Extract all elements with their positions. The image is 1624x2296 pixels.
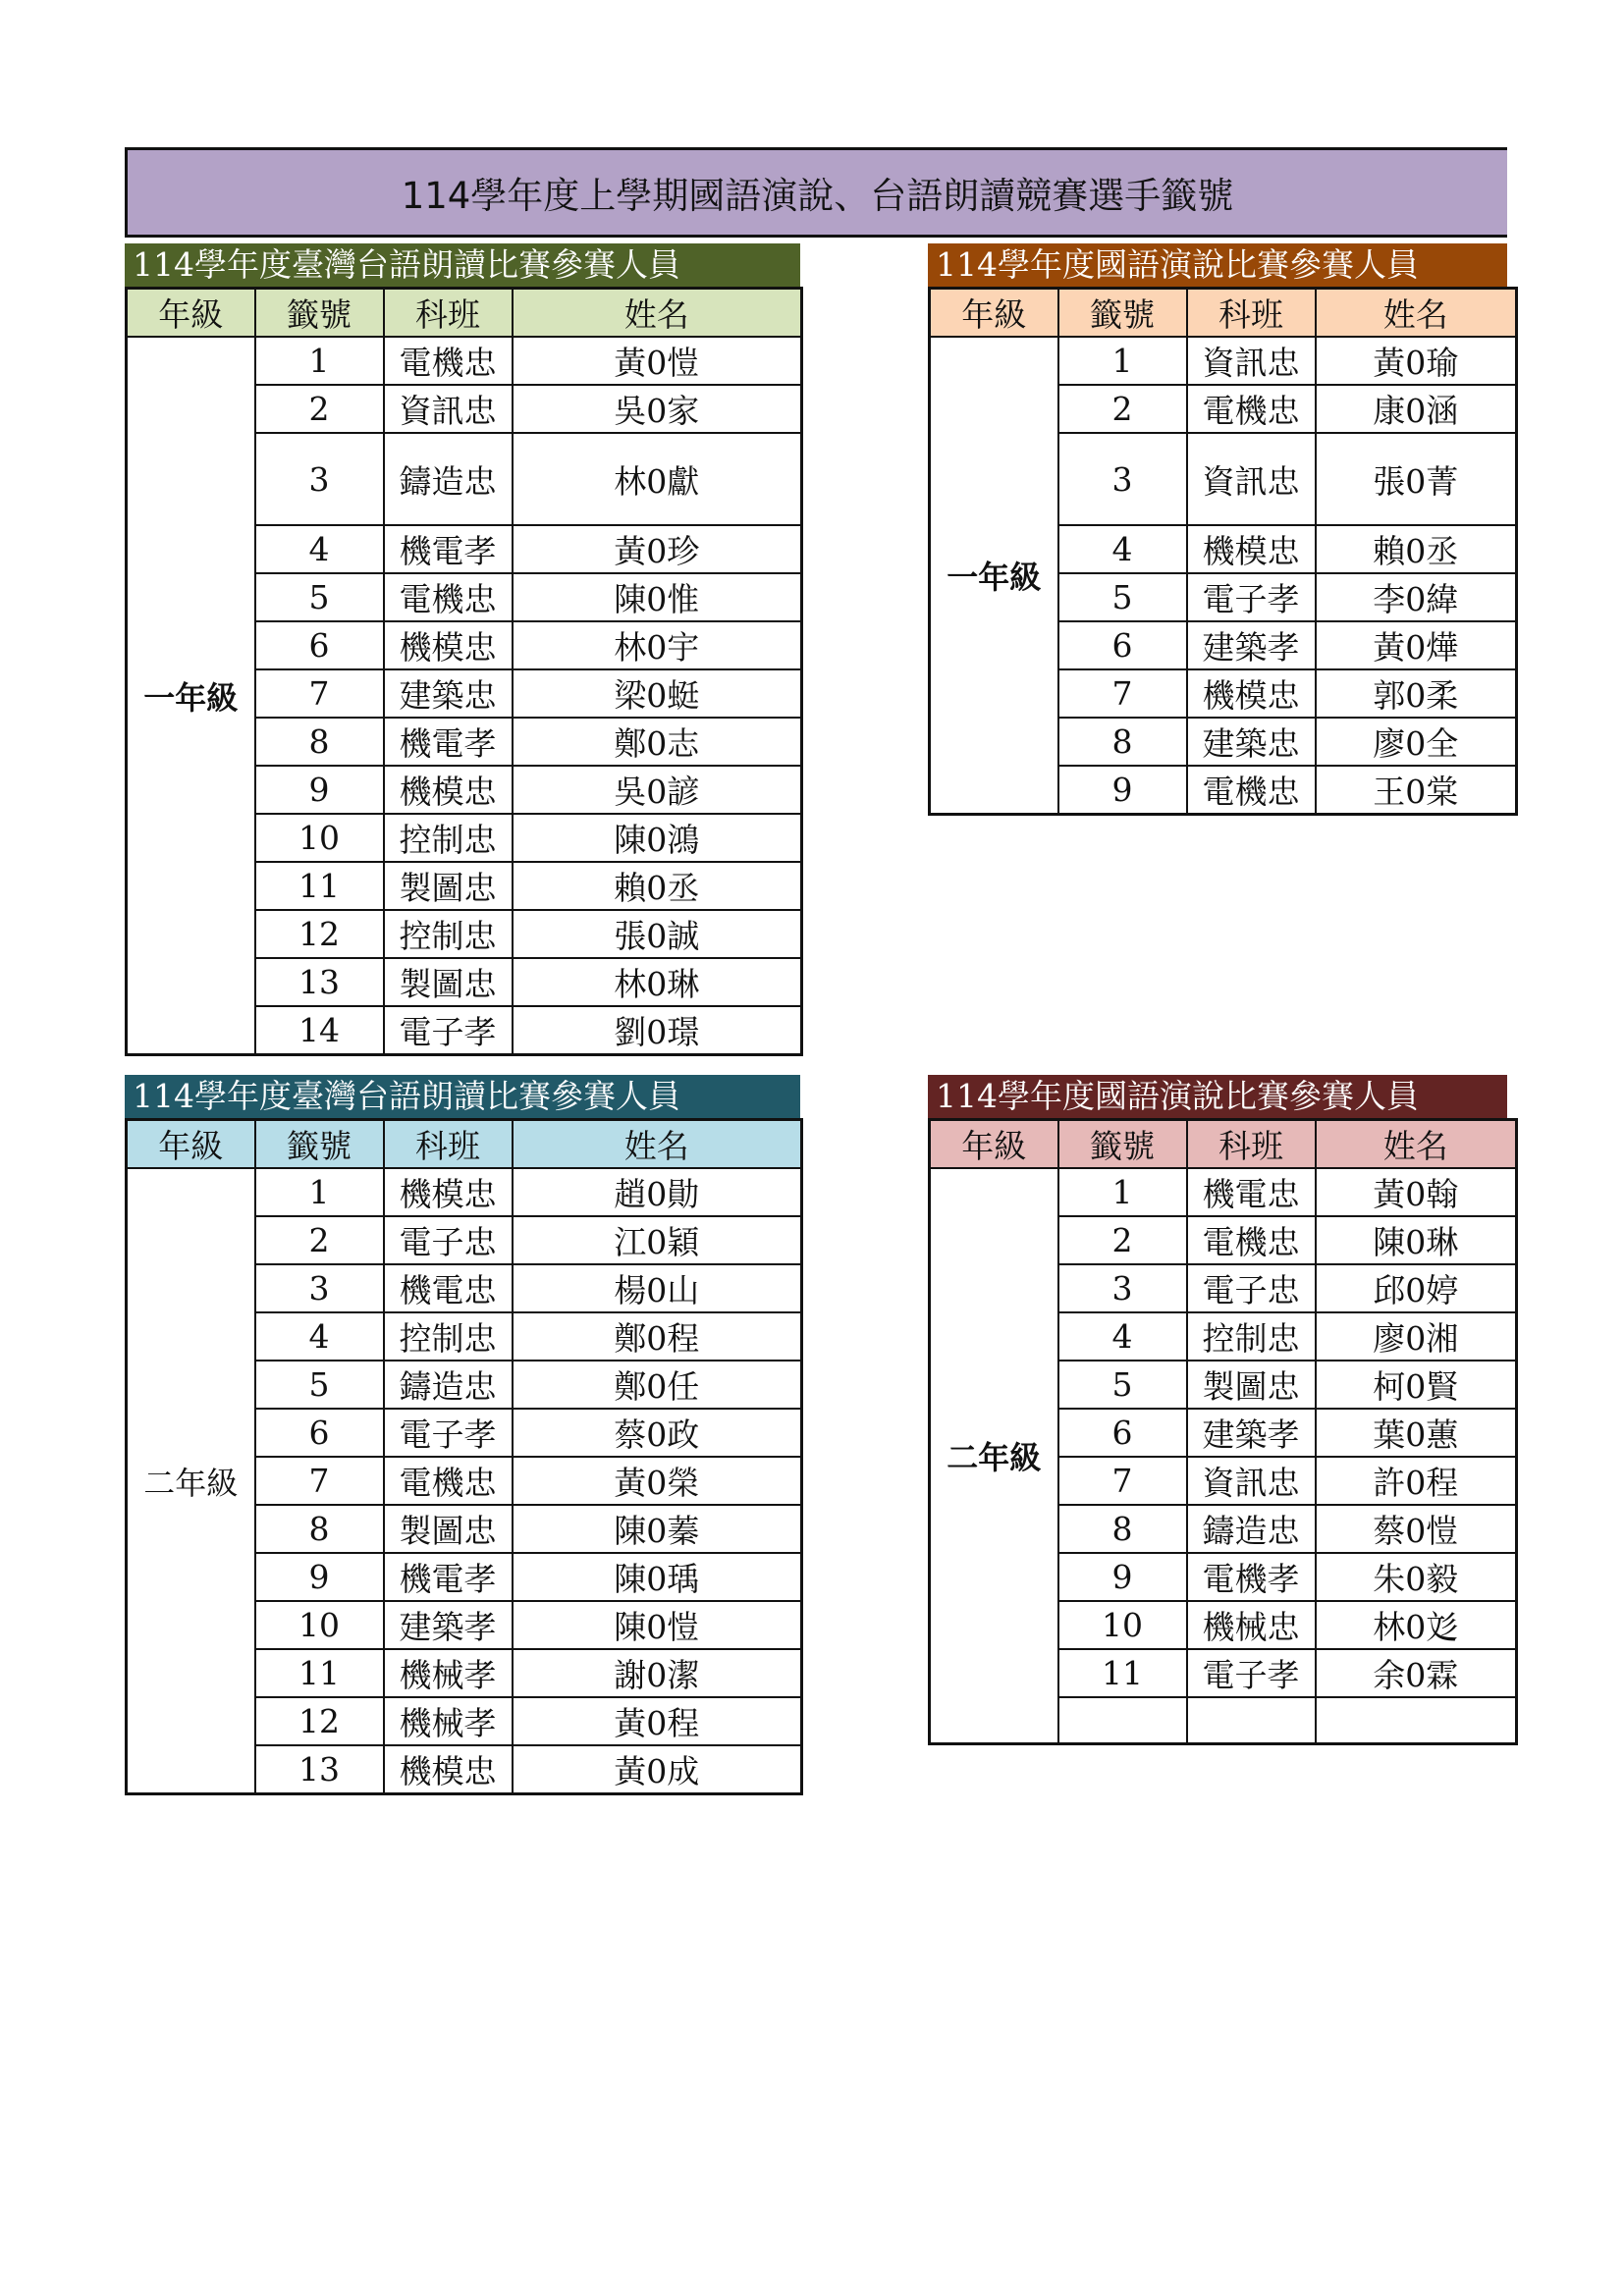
name-cell: 黃0愷: [513, 337, 802, 385]
col-number: 籤號: [255, 289, 384, 338]
number-cell: 9: [1058, 1553, 1187, 1601]
name-cell: 廖0全: [1316, 718, 1517, 766]
class-cell: 機模忠: [384, 1168, 513, 1216]
number-cell: 9: [255, 1553, 384, 1601]
number-cell: 7: [255, 669, 384, 718]
class-cell: 控制忠: [384, 1312, 513, 1361]
name-cell: 謝0潔: [513, 1649, 802, 1697]
number-cell: 2: [255, 1216, 384, 1264]
name-cell: 郭0柔: [1316, 669, 1517, 718]
class-cell: 機電忠: [1187, 1168, 1316, 1216]
class-cell: 電子孝: [384, 1006, 513, 1055]
number-cell: [1058, 1697, 1187, 1743]
mandarin-speech-grade2-block: [928, 1075, 1507, 1745]
name-cell: 蔡0愷: [1316, 1505, 1517, 1553]
name-cell: 江0穎: [513, 1216, 802, 1264]
name-cell: 余0霖: [1316, 1649, 1517, 1697]
number-cell: 2: [1058, 1216, 1187, 1264]
class-cell: 電機忠: [384, 1457, 513, 1505]
class-cell: 電子忠: [384, 1216, 513, 1264]
class-cell: 資訊忠: [1187, 433, 1316, 525]
class-cell: 建築忠: [384, 669, 513, 718]
col-grade: 年級: [127, 289, 255, 338]
number-cell: 2: [255, 385, 384, 433]
number-cell: 1: [255, 1168, 384, 1216]
col-class: 科班: [384, 289, 513, 338]
class-cell: 機電孝: [384, 718, 513, 766]
mandarin-speech-grade1-block: [928, 243, 1507, 816]
name-cell: 黃0榮: [513, 1457, 802, 1505]
name-cell: 黃0瑜: [1316, 337, 1517, 385]
name-cell: 陳0瑀: [513, 1553, 802, 1601]
number-cell: 4: [255, 525, 384, 573]
class-cell: 機械忠: [1187, 1601, 1316, 1649]
col-class: 科班: [1187, 289, 1316, 338]
roster-table: [928, 287, 1518, 816]
table-heading: 114學年度臺灣台語朗讀比賽參賽人員: [125, 243, 800, 287]
number-cell: 11: [255, 862, 384, 910]
number-cell: 3: [1058, 433, 1187, 525]
class-cell: 機模忠: [1187, 525, 1316, 573]
class-cell: 鑄造忠: [384, 1361, 513, 1409]
class-cell: 電子忠: [1187, 1264, 1316, 1312]
name-cell: 柯0賢: [1316, 1361, 1517, 1409]
number-cell: 9: [255, 766, 384, 814]
class-cell: 建築孝: [1187, 1409, 1316, 1457]
number-cell: 11: [255, 1649, 384, 1697]
table-heading: 114學年度國語演說比賽參賽人員: [928, 1075, 1507, 1118]
col-grade: 年級: [930, 289, 1058, 338]
class-cell: 電機忠: [1187, 1216, 1316, 1264]
taiwanese-reading-grade1-block: [125, 243, 800, 1056]
name-cell: 陳0鴻: [513, 814, 802, 862]
number-cell: 10: [1058, 1601, 1187, 1649]
class-cell: 電機忠: [1187, 766, 1316, 815]
class-cell: 機械孝: [384, 1649, 513, 1697]
number-cell: 5: [1058, 1361, 1187, 1409]
class-cell: 資訊忠: [384, 385, 513, 433]
class-cell: 資訊忠: [1187, 337, 1316, 385]
name-cell: 趙0勛: [513, 1168, 802, 1216]
col-grade: 年級: [127, 1120, 255, 1169]
table-row: [127, 1168, 802, 1216]
name-cell: 張0誠: [513, 910, 802, 958]
name-cell: 蔡0政: [513, 1409, 802, 1457]
number-cell: 2: [1058, 385, 1187, 433]
number-cell: 4: [1058, 1312, 1187, 1361]
name-cell: 鄭0任: [513, 1361, 802, 1409]
name-cell: 梁0蜓: [513, 669, 802, 718]
number-cell: 3: [255, 1264, 384, 1312]
table-row: [930, 337, 1517, 385]
class-cell: 資訊忠: [1187, 1457, 1316, 1505]
name-cell: 陳0愷: [513, 1601, 802, 1649]
name-cell: 林0彣: [1316, 1601, 1517, 1649]
number-cell: 1: [1058, 1168, 1187, 1216]
column-header-row: [127, 1120, 802, 1169]
number-cell: 6: [255, 621, 384, 669]
name-cell: 鄭0志: [513, 718, 802, 766]
number-cell: 5: [1058, 573, 1187, 621]
name-cell: 陳0琳: [1316, 1216, 1517, 1264]
number-cell: 1: [1058, 337, 1187, 385]
col-number: 籤號: [1058, 1120, 1187, 1169]
name-cell: 康0涵: [1316, 385, 1517, 433]
name-cell: 朱0毅: [1316, 1553, 1517, 1601]
class-cell: 鑄造忠: [1187, 1505, 1316, 1553]
class-cell: 機械孝: [384, 1697, 513, 1745]
taiwanese-reading-grade2-block: [125, 1075, 800, 1795]
class-cell: 電機孝: [1187, 1553, 1316, 1601]
number-cell: 8: [255, 718, 384, 766]
class-cell: 控制忠: [384, 814, 513, 862]
table-heading: 114學年度國語演說比賽參賽人員: [928, 243, 1507, 287]
grade-cell: 二年級: [127, 1168, 255, 1794]
class-cell: 機電孝: [384, 525, 513, 573]
class-cell: 電機忠: [1187, 385, 1316, 433]
class-cell: 電子孝: [1187, 573, 1316, 621]
column-header-row: [930, 289, 1517, 338]
class-cell: 機模忠: [1187, 669, 1316, 718]
number-cell: 13: [255, 958, 384, 1006]
table-row: [930, 1168, 1517, 1216]
name-cell: 黃0珍: [513, 525, 802, 573]
name-cell: 邱0婷: [1316, 1264, 1517, 1312]
table-heading: 114學年度臺灣台語朗讀比賽參賽人員: [125, 1075, 800, 1118]
number-cell: 11: [1058, 1649, 1187, 1697]
name-cell: 楊0山: [513, 1264, 802, 1312]
class-cell: 機模忠: [384, 1745, 513, 1794]
number-cell: 9: [1058, 766, 1187, 815]
name-cell: 黃0燁: [1316, 621, 1517, 669]
number-cell: 5: [255, 1361, 384, 1409]
class-cell: 製圖忠: [384, 862, 513, 910]
col-grade: 年級: [930, 1120, 1058, 1169]
class-cell: 製圖忠: [384, 958, 513, 1006]
number-cell: 8: [255, 1505, 384, 1553]
class-cell: 製圖忠: [1187, 1361, 1316, 1409]
class-cell: 電機忠: [384, 337, 513, 385]
class-cell: 機電孝: [384, 1553, 513, 1601]
number-cell: 12: [255, 1697, 384, 1745]
class-cell: 鑄造忠: [384, 433, 513, 525]
number-cell: 8: [1058, 1505, 1187, 1553]
name-cell: 許0程: [1316, 1457, 1517, 1505]
class-cell: 建築孝: [384, 1601, 513, 1649]
number-cell: 13: [255, 1745, 384, 1794]
number-cell: 4: [1058, 525, 1187, 573]
col-number: 籤號: [255, 1120, 384, 1169]
number-cell: 14: [255, 1006, 384, 1055]
number-cell: 6: [255, 1409, 384, 1457]
name-cell: 賴0丞: [513, 862, 802, 910]
number-cell: 7: [1058, 1457, 1187, 1505]
number-cell: 3: [1058, 1264, 1187, 1312]
name-cell: 吳0諺: [513, 766, 802, 814]
grade-cell: 一年級: [930, 337, 1058, 815]
name-cell: 李0緯: [1316, 573, 1517, 621]
col-name: 姓名: [513, 289, 802, 338]
class-cell: 電機忠: [384, 573, 513, 621]
class-cell: 電子孝: [1187, 1649, 1316, 1697]
column-header-row: [930, 1120, 1517, 1169]
col-class: 科班: [1187, 1120, 1316, 1169]
number-cell: 1: [255, 337, 384, 385]
number-cell: 12: [255, 910, 384, 958]
number-cell: 8: [1058, 718, 1187, 766]
class-cell: 控制忠: [384, 910, 513, 958]
page-title: 114學年度上學期國語演說、台語朗讀競賽選手籤號: [125, 147, 1507, 238]
class-cell: 機模忠: [384, 621, 513, 669]
name-cell: 鄭0程: [513, 1312, 802, 1361]
name-cell: 劉0璟: [513, 1006, 802, 1055]
class-cell: 建築忠: [1187, 718, 1316, 766]
col-number: 籤號: [1058, 289, 1187, 338]
name-cell: [1316, 1697, 1517, 1743]
name-cell: 張0菁: [1316, 433, 1517, 525]
number-cell: 3: [255, 433, 384, 525]
number-cell: 7: [255, 1457, 384, 1505]
name-cell: 黃0程: [513, 1697, 802, 1745]
col-name: 姓名: [1316, 1120, 1517, 1169]
number-cell: 4: [255, 1312, 384, 1361]
roster-table: [125, 287, 803, 1056]
name-cell: 王0棠: [1316, 766, 1517, 815]
col-name: 姓名: [513, 1120, 802, 1169]
roster-table: [928, 1118, 1518, 1745]
name-cell: 林0琳: [513, 958, 802, 1006]
number-cell: 7: [1058, 669, 1187, 718]
class-cell: 電子孝: [384, 1409, 513, 1457]
name-cell: 賴0丞: [1316, 525, 1517, 573]
name-cell: 陳0蓁: [513, 1505, 802, 1553]
class-cell: [1187, 1697, 1316, 1743]
name-cell: 黃0成: [513, 1745, 802, 1794]
column-header-row: [127, 289, 802, 338]
name-cell: 葉0蕙: [1316, 1409, 1517, 1457]
class-cell: 機模忠: [384, 766, 513, 814]
name-cell: 吳0家: [513, 385, 802, 433]
name-cell: 陳0惟: [513, 573, 802, 621]
class-cell: 建築孝: [1187, 621, 1316, 669]
number-cell: 10: [255, 814, 384, 862]
number-cell: 10: [255, 1601, 384, 1649]
name-cell: 廖0湘: [1316, 1312, 1517, 1361]
col-class: 科班: [384, 1120, 513, 1169]
class-cell: 機電忠: [384, 1264, 513, 1312]
number-cell: 6: [1058, 1409, 1187, 1457]
number-cell: 6: [1058, 621, 1187, 669]
name-cell: 林0宇: [513, 621, 802, 669]
table-row: [127, 337, 802, 385]
class-cell: 控制忠: [1187, 1312, 1316, 1361]
grade-cell: 一年級: [127, 337, 255, 1055]
roster-table: [125, 1118, 803, 1795]
name-cell: 林0獻: [513, 433, 802, 525]
grade-cell: 二年級: [930, 1168, 1058, 1743]
number-cell: 5: [255, 573, 384, 621]
class-cell: 製圖忠: [384, 1505, 513, 1553]
col-name: 姓名: [1316, 289, 1517, 338]
name-cell: 黃0翰: [1316, 1168, 1517, 1216]
